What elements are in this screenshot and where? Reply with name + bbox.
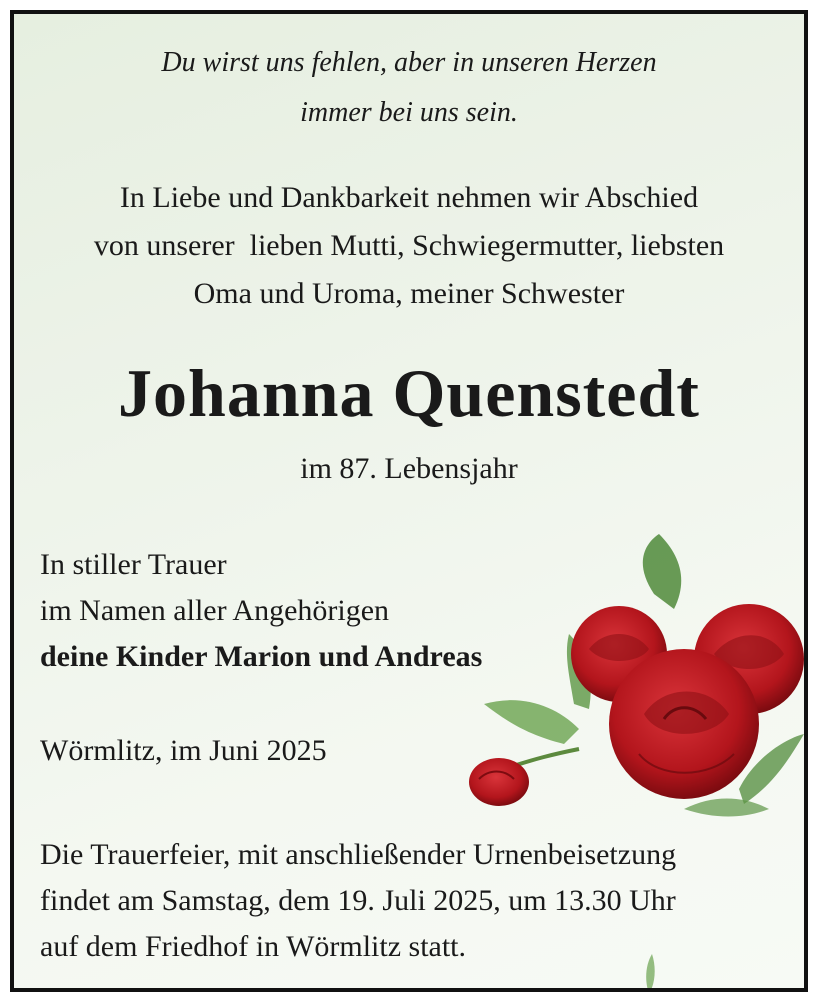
motto-quote	[14, 38, 804, 138]
farewell-line-1: In Liebe und Dankbarkeit nehmen wir Abschied	[119, 181, 699, 214]
motto-line-2: immer bei uns sein.	[300, 97, 518, 128]
mourners-block	[40, 542, 482, 680]
mourners-names: deine Kinder Marion und Andreas	[40, 640, 483, 673]
farewell-text	[14, 174, 804, 318]
farewell-line-3: Oma und Uroma, meiner Schwester	[193, 277, 625, 310]
place-date: Wörmlitz, im Juni 2025	[40, 734, 327, 767]
red-roses-icon	[444, 534, 804, 824]
service-line-2: findet am Samstag, dem 19. Juli 2025, um 13.30 Uhr	[40, 884, 676, 917]
farewell-line-2: von unserer lieben Mutti, Schwiegermutter, liebsten	[93, 229, 725, 262]
deceased-age: im 87. Lebensjahr	[300, 452, 518, 485]
mourning-line-1: In stiller Trauer	[40, 548, 227, 581]
deceased-name: Johanna Quenstedt	[118, 355, 700, 431]
funeral-service-info	[40, 832, 676, 970]
mourning-line-2: im Namen aller Angehörigen	[40, 594, 390, 627]
service-line-3: auf dem Friedhof in Wörmlitz statt.	[40, 930, 467, 963]
motto-line-1: Du wirst uns fehlen, aber in unseren Herzen	[161, 47, 657, 78]
obituary-notice	[10, 10, 808, 992]
service-line-1: Die Trauerfeier, mit anschließender Urnenbeisetzung	[40, 838, 677, 871]
